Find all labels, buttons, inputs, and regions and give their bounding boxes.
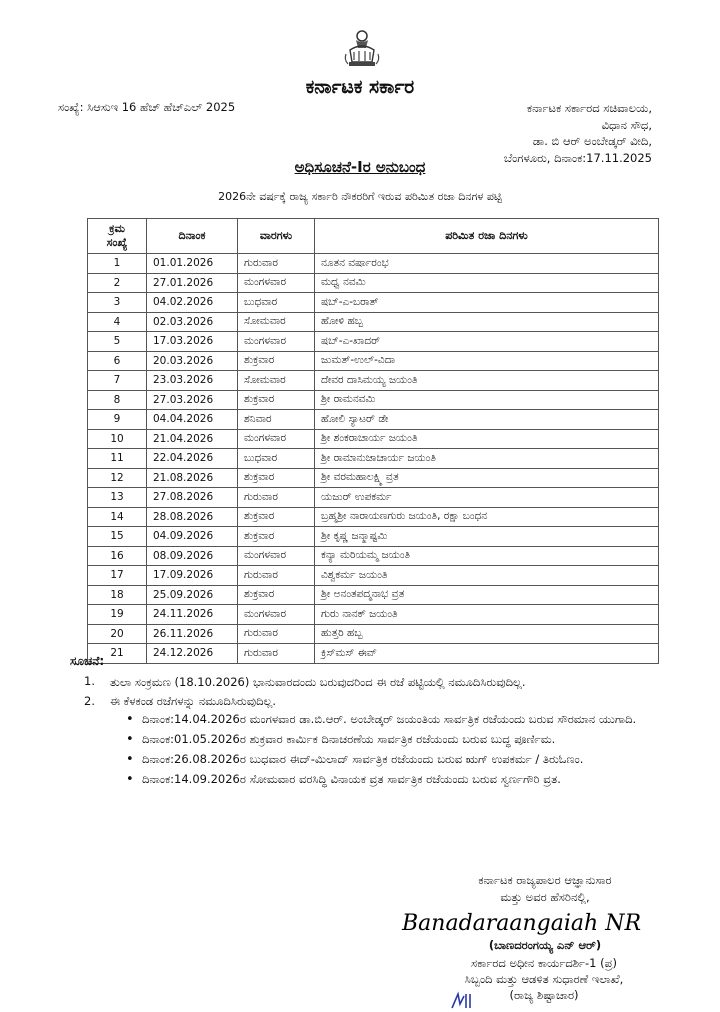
address-line: ಕರ್ನಾಟಕ ಸರ್ಕಾರದ ಸಚಿವಾಲಯ, [526, 101, 652, 115]
cell-sl: 9 [88, 410, 147, 430]
handwritten-signature [398, 905, 678, 939]
designation-line: ಸರ್ಕಾರದ ಅಧೀನ ಕಾರ್ಯದರ್ಶಿ-1 (ಪ್ರ) [470, 956, 617, 970]
designation-line: ಸಿಬ್ಬಂದಿ ಮತ್ತು ಆಡಳಿತ ಸುಧಾರಣೆ ಇಲಾಖೆ, [464, 972, 624, 986]
cell-holiday: ಹೋಲಿ ಸ್ಯಾಟರ್ ಡೇ [315, 410, 659, 430]
table-row [88, 449, 659, 469]
cell-holiday: ಶ್ರೀ ರಾಮನವಮಿ [315, 390, 659, 410]
table-row [88, 605, 659, 625]
table-row [88, 644, 659, 664]
cell-day: ಬುಧವಾರ [238, 449, 315, 469]
table-header-row [88, 219, 659, 254]
cell-sl: 12 [88, 468, 147, 488]
cell-day: ಮಂಗಳವಾರ [238, 273, 315, 293]
table-row [88, 332, 659, 352]
cell-day: ಶುಕ್ರವಾರ [238, 351, 315, 371]
notification-title [0, 158, 720, 176]
table-row [88, 371, 659, 391]
cell-date: 17.03.2026 [147, 332, 238, 352]
note-bullet: • ದಿನಾಂಕ:14.04.2026ರ ಮಂಗಳವಾರ ಡಾ.ಬಿ.ಆರ್. ಅಂಬೇಡ್ಕರ್ ಜಯಂತಿಯ ಸಾರ್ವತ್ರಿಕ ರಜೆಯಂದು ಬರುವ ಸೌರಮಾನ ಯುಗಾದಿ. [124, 711, 644, 728]
note-text: ಈ ಕೆಳಕಂಡ ರಜೆಗಳನ್ನು ನಮೂದಿಸಿರುವುದಿಲ್ಲ. [110, 694, 276, 708]
cell-holiday: ಹೋಳಿ ಹಬ್ಬ [315, 312, 659, 332]
note-bullet: • ದಿನಾಂಕ:26.08.2026ರ ಬುಧವಾರ ಈದ್-ಮಿಲಾದ್ ಸಾರ್ವತ್ರಿಕ ರಜೆಯಂದು ಬರುವ ಋಗ್ ಉಪಕರ್ಮ / ತಿರುಓಣಂ. [124, 751, 644, 768]
cell-date: 27.03.2026 [147, 390, 238, 410]
cell-day: ಗುರುವಾರ [238, 254, 315, 274]
cell-day: ಗುರುವಾರ [238, 566, 315, 586]
cell-day: ಸೋಮವಾರ [238, 312, 315, 332]
cell-holiday: ಷಬ್-ಎ-ಬರಾತ್ [315, 293, 659, 313]
cell-sl: 20 [88, 624, 147, 644]
cell-day: ಗುರುವಾರ [238, 624, 315, 644]
signatory-name: (ಬಾಣದರಂಗಯ್ಯ ಎನ್ ಆರ್) [488, 938, 602, 952]
table-row [88, 254, 659, 274]
col-header-sl-line2: ಸಂಖ್ಯೆ [106, 236, 128, 249]
col-header-sl [88, 219, 147, 254]
cell-sl: 7 [88, 371, 147, 391]
cell-holiday: ಯಜುರ್ ಉಪಕರ್ಮ [315, 488, 659, 508]
cell-date: 24.11.2026 [147, 605, 238, 625]
order-line: ಕರ್ನಾಟಕ ರಾಜ್ಯಪಾಲರ ಆಜ್ಞಾನುಸಾರ [478, 873, 612, 887]
order-line: ಮತ್ತು ಅವರ ಹೆಸರಿನಲ್ಲಿ, [500, 890, 590, 904]
cell-day: ಮಂಗಳವಾರ [238, 332, 315, 352]
cell-date: 20.03.2026 [147, 351, 238, 371]
cell-sl: 17 [88, 566, 147, 586]
cell-sl: 13 [88, 488, 147, 508]
cell-holiday: ಶ್ರೀ ಕೃಷ್ಣ ಜನ್ಮಾಷ್ಟಮಿ [315, 527, 659, 547]
cell-day: ಮಂಗಳವಾರ [238, 429, 315, 449]
cell-holiday: ಶ್ರೀ ಅನಂತಪದ್ಮನಾಭ ವ್ರತ [315, 585, 659, 605]
signatory-designation [404, 955, 684, 1003]
cell-sl: 4 [88, 312, 147, 332]
cell-day: ಮಂಗಳವಾರ [238, 605, 315, 625]
table-row [88, 527, 659, 547]
note-number: 2. [84, 694, 95, 708]
cell-day: ಗುರುವಾರ [238, 644, 315, 664]
cell-date: 02.03.2026 [147, 312, 238, 332]
cell-date: 23.03.2026 [147, 371, 238, 391]
cell-sl: 8 [88, 390, 147, 410]
cell-date: 08.09.2026 [147, 546, 238, 566]
col-header-date: ದಿನಾಂಕ [147, 219, 238, 254]
note-text: ತುಲಾ ಸಂಕ್ರಮಣ (18.10.2026) ಭಾನುವಾರದಂದು ಬರುವುದರಿಂದ ಈ ರಜೆ ಪಟ್ಟಿಯಲ್ಲಿ ನಮೂದಿಸಿರುವುದಿಲ್ಲ. [110, 675, 526, 689]
note-item [84, 694, 644, 709]
col-header-sl-line1: ಕ್ರಮ [109, 222, 125, 235]
table-row [88, 624, 659, 644]
restricted-holidays-table [87, 218, 659, 664]
designation-line: (ರಾಜ್ಯ ಶಿಷ್ಟಾಚಾರ) [509, 988, 579, 1002]
notes-section [84, 674, 644, 791]
cell-sl: 5 [88, 332, 147, 352]
notification-title-text: ಅಧಿಸೂಚನೆ-Iರ ಅನುಬಂಧ [294, 158, 426, 176]
cell-holiday: ಹುತ್ತರಿ ಹಬ್ಬ [315, 624, 659, 644]
cell-holiday: ನೂತನ ವರ್ಷಾರಂಭ [315, 254, 659, 274]
cell-holiday: ಗುರು ನಾನಕ್ ಜಯಂತಿ [315, 605, 659, 625]
notes-heading: ಸೂಚನೆ: [70, 654, 105, 668]
cell-date: 21.04.2026 [147, 429, 238, 449]
cell-day: ಶನಿವಾರ [238, 410, 315, 430]
note-item [84, 674, 644, 691]
cell-date: 26.11.2026 [147, 624, 238, 644]
cell-sl: 1 [88, 254, 147, 274]
cell-date: 25.09.2026 [147, 585, 238, 605]
cell-date: 04.09.2026 [147, 527, 238, 547]
cell-day: ಬುಧವಾರ [238, 293, 315, 313]
table-row [88, 468, 659, 488]
address-line: ವಿಧಾನ ಸೌಧ, [601, 117, 652, 132]
cell-holiday: ಶ್ರೀ ರಾಮಾನುಜಾಚಾರ್ಯ ಜಯಂತಿ [315, 449, 659, 469]
cell-day: ಶುಕ್ರವಾರ [238, 507, 315, 527]
initials-mark [448, 990, 478, 1012]
cell-sl: 2 [88, 273, 147, 293]
cell-date: 04.02.2026 [147, 293, 238, 313]
note-number: 1. [84, 674, 95, 688]
cell-date: 21.08.2026 [147, 468, 238, 488]
government-title: ಕರ್ನಾಟಕ ಸರ್ಕಾರ [305, 76, 415, 98]
cell-date: 24.12.2026 [147, 644, 238, 664]
table-row [88, 546, 659, 566]
cell-sl: 15 [88, 527, 147, 547]
cell-sl: 14 [88, 507, 147, 527]
office-address [504, 100, 652, 166]
note-bullet: • ದಿನಾಂಕ:01.05.2026ರ ಶುಕ್ರವಾರ ಕಾರ್ಮಿಕ ದಿನಾಚರಣೆಯ ಸಾರ್ವತ್ರಿಕ ರಜೆಯಂದು ಬರುವ ಬುದ್ಧ ಪೂರ್ಣಿಮ. [124, 731, 644, 748]
state-emblem-icon [342, 28, 382, 70]
table-row [88, 410, 659, 430]
cell-sl: 18 [88, 585, 147, 605]
cell-sl: 3 [88, 293, 147, 313]
table-body [88, 254, 659, 664]
cell-sl: 19 [88, 605, 147, 625]
cell-holiday: ಬ್ರಹ್ಮಶ್ರೀ ನಾರಾಯಣಗುರು ಜಯಂತಿ, ರಕ್ಷಾ ಬಂಧನ [315, 507, 659, 527]
cell-date: 28.08.2026 [147, 507, 238, 527]
address-line: ಡಾ. ಬಿ ಆರ್ ಅಂಬೇಡ್ಕರ್ ವೀದಿ, [532, 134, 652, 148]
cell-sl: 6 [88, 351, 147, 371]
cell-date: 22.04.2026 [147, 449, 238, 469]
authority-line [420, 872, 670, 906]
reference-number: ಸಂಖ್ಯೆ: ಸಿಆಸುಇ 16 ಹೆಚ್ ಹೆಚ್ಎಲ್ 2025 [58, 100, 236, 114]
cell-sl: 21 [88, 644, 147, 664]
col-header-holiday: ಪರಿಮಿತ ರಜಾ ದಿನಗಳು [315, 219, 659, 254]
cell-date: 27.08.2026 [147, 488, 238, 508]
cell-date: 04.04.2026 [147, 410, 238, 430]
table-row [88, 273, 659, 293]
cell-holiday: ವಿಶ್ವಕರ್ಮ ಜಯಂತಿ [315, 566, 659, 586]
cell-holiday: ಶ್ರೀ ಶಂಕರಾಚಾರ್ಯ ಜಯಂತಿ [315, 429, 659, 449]
cell-sl: 11 [88, 449, 147, 469]
cell-date: 27.01.2026 [147, 273, 238, 293]
table-row [88, 351, 659, 371]
table-row [88, 488, 659, 508]
cell-holiday: ಮಧ್ವ ನವಮಿ [315, 273, 659, 293]
note-bullet-list [124, 711, 644, 788]
cell-day: ಶುಕ್ರವಾರ [238, 585, 315, 605]
cell-sl: 10 [88, 429, 147, 449]
table-row [88, 293, 659, 313]
list-subtitle: 2026ನೇ ವರ್ಷಕ್ಕೆ ರಾಜ್ಯ ಸರ್ಕಾರಿ ನೌಕರರಿಗೆ ಇರುವ ಪರಿಮಿತ ರಜಾ ದಿನಗಳ ಪಟ್ಟಿ [218, 190, 502, 203]
cell-holiday: ಶ್ರೀ ವರಮಹಾಲಕ್ಷ್ಮಿ ವ್ರತ [315, 468, 659, 488]
cell-day: ಶುಕ್ರವಾರ [238, 390, 315, 410]
cell-day: ಸೋಮವಾರ [238, 371, 315, 391]
col-header-day: ವಾರಗಳು [238, 219, 315, 254]
table-row [88, 312, 659, 332]
table-row [88, 429, 659, 449]
cell-sl: 16 [88, 546, 147, 566]
cell-holiday: ಕ್ರಿಸ್‌ಮಸ್ ಈವ್ [315, 644, 659, 664]
cell-day: ಮಂಗಳವಾರ [238, 546, 315, 566]
cell-holiday: ದೇವರ ದಾಸಿಮಯ್ಯ ಜಯಂತಿ [315, 371, 659, 391]
cell-day: ಶುಕ್ರವಾರ [238, 527, 315, 547]
cell-day: ಶುಕ್ರವಾರ [238, 468, 315, 488]
cell-date: 01.01.2026 [147, 254, 238, 274]
cell-date: 17.09.2026 [147, 566, 238, 586]
signature-scribble: Banadaraangaiah NR [402, 911, 642, 936]
table-row [88, 585, 659, 605]
note-bullet: • ದಿನಾಂಕ:14.09.2026ರ ಸೋಮವಾರ ವರಸಿದ್ಧಿ ವಿನಾಯಕ ವ್ರತ ಸಾರ್ವತ್ರಿಕ ರಜೆಯಂದು ಬರುವ ಸ್ವರ್ಣಗೌರಿ ವ್ರತ. [124, 771, 644, 788]
cell-holiday: ಷಬ್-ಎ-ಖಾದರ್ [315, 332, 659, 352]
table-row [88, 507, 659, 527]
cell-day: ಗುರುವಾರ [238, 488, 315, 508]
cell-holiday: ಜುಮತ್-ಉಲ್-ವಿದಾ [315, 351, 659, 371]
cell-holiday: ಕನ್ಯಾ ಮರಿಯಮ್ಮ ಜಯಂತಿ [315, 546, 659, 566]
table-row [88, 566, 659, 586]
table-row [88, 390, 659, 410]
address-date-line: ಬೆಂಗಳೂರು, ದಿನಾಂಕ:17.11.2025 [503, 150, 652, 165]
